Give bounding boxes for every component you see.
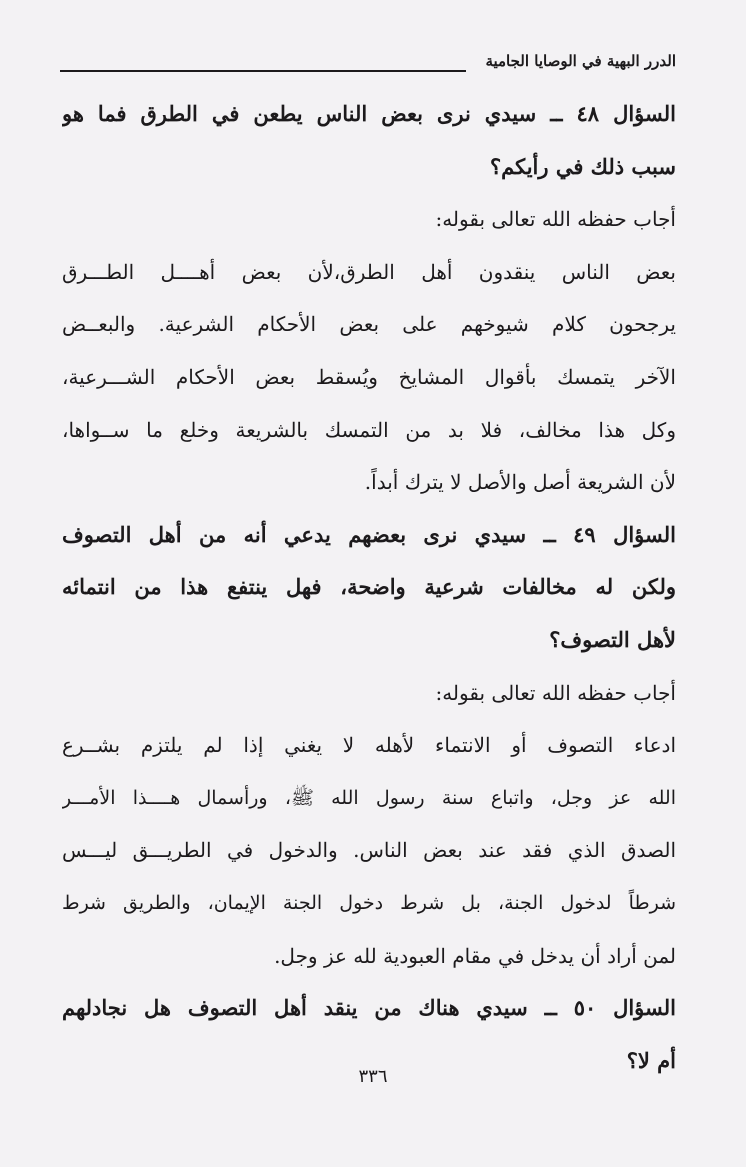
answer-line: شرطاً لدخول الجنة، بل شرط دخول الجنة الإيمان، والطريق شرط — [62, 891, 676, 914]
page-number: ٣٣٦ — [358, 1066, 388, 1087]
running-header — [60, 44, 676, 78]
answer-line: بعض الناس ينقدون أهل الطرق،لأن بعض أهــــل الطـــرق — [62, 259, 676, 284]
book-title: الدرر البهية في الوصايا الجامية — [485, 52, 676, 70]
answer-line: أجاب حفظه الله تعالى بقوله: — [435, 207, 676, 232]
answer-line: يرجحون كلام شيوخهم على بعض الأحكام الشرعية. والبعــض — [62, 312, 676, 337]
page-body — [62, 88, 676, 1087]
question-line: السؤال ٤٩ ــ سيدي نرى بعضهم يدعي أنه من أهل التصوف — [62, 521, 676, 547]
answer-line: لأن الشريعة أصل والأصل لا يترك أبداً. — [364, 470, 676, 495]
question-line: لأهل التصوف؟ — [549, 626, 676, 652]
question-line: السؤال ٤٨ ــ سيدي نرى بعض الناس يطعن في الطرق فما هو — [62, 101, 676, 126]
answer-line: أجاب حفظه الله تعالى بقوله: — [435, 680, 676, 705]
question-line: السؤال ٥٠ ــ سيدي هناك من ينقد أهل التصوف هل نجادلهم — [62, 995, 676, 1021]
answer-line: الآخر يتمسك بأقوال المشايخ ويُسقط بعض الأحكام الشـــرعية، — [62, 364, 676, 389]
header-rule — [60, 70, 466, 72]
answer-line: ادعاء التصوف أو الانتماء لأهله لا يغني إذا لم يلتزم بشــرع — [62, 733, 676, 758]
question-line: ولكن له مخالفات شرعية واضحة، فهل ينتفع هذا من انتمائه — [62, 574, 676, 600]
answer-line: الله عز وجل، واتباع سنة رسول الله ﷺ، ورأسمال هــــذا الأمـــر — [62, 786, 676, 809]
question-line: أم لا؟ — [626, 1047, 676, 1073]
answer-line: الصدق الذي فقد عند بعض الناس. والدخول في الطريـــق ليـــس — [62, 838, 676, 863]
answer-line: وكل هذا مخالف، فلا بد من التمسك بالشريعة وخلع ما ســواها، — [62, 417, 676, 442]
question-line: سبب ذلك في رأيكم؟ — [489, 153, 676, 179]
answer-line: لمن أراد أن يدخل في مقام العبودية لله عز وجل. — [274, 943, 676, 968]
